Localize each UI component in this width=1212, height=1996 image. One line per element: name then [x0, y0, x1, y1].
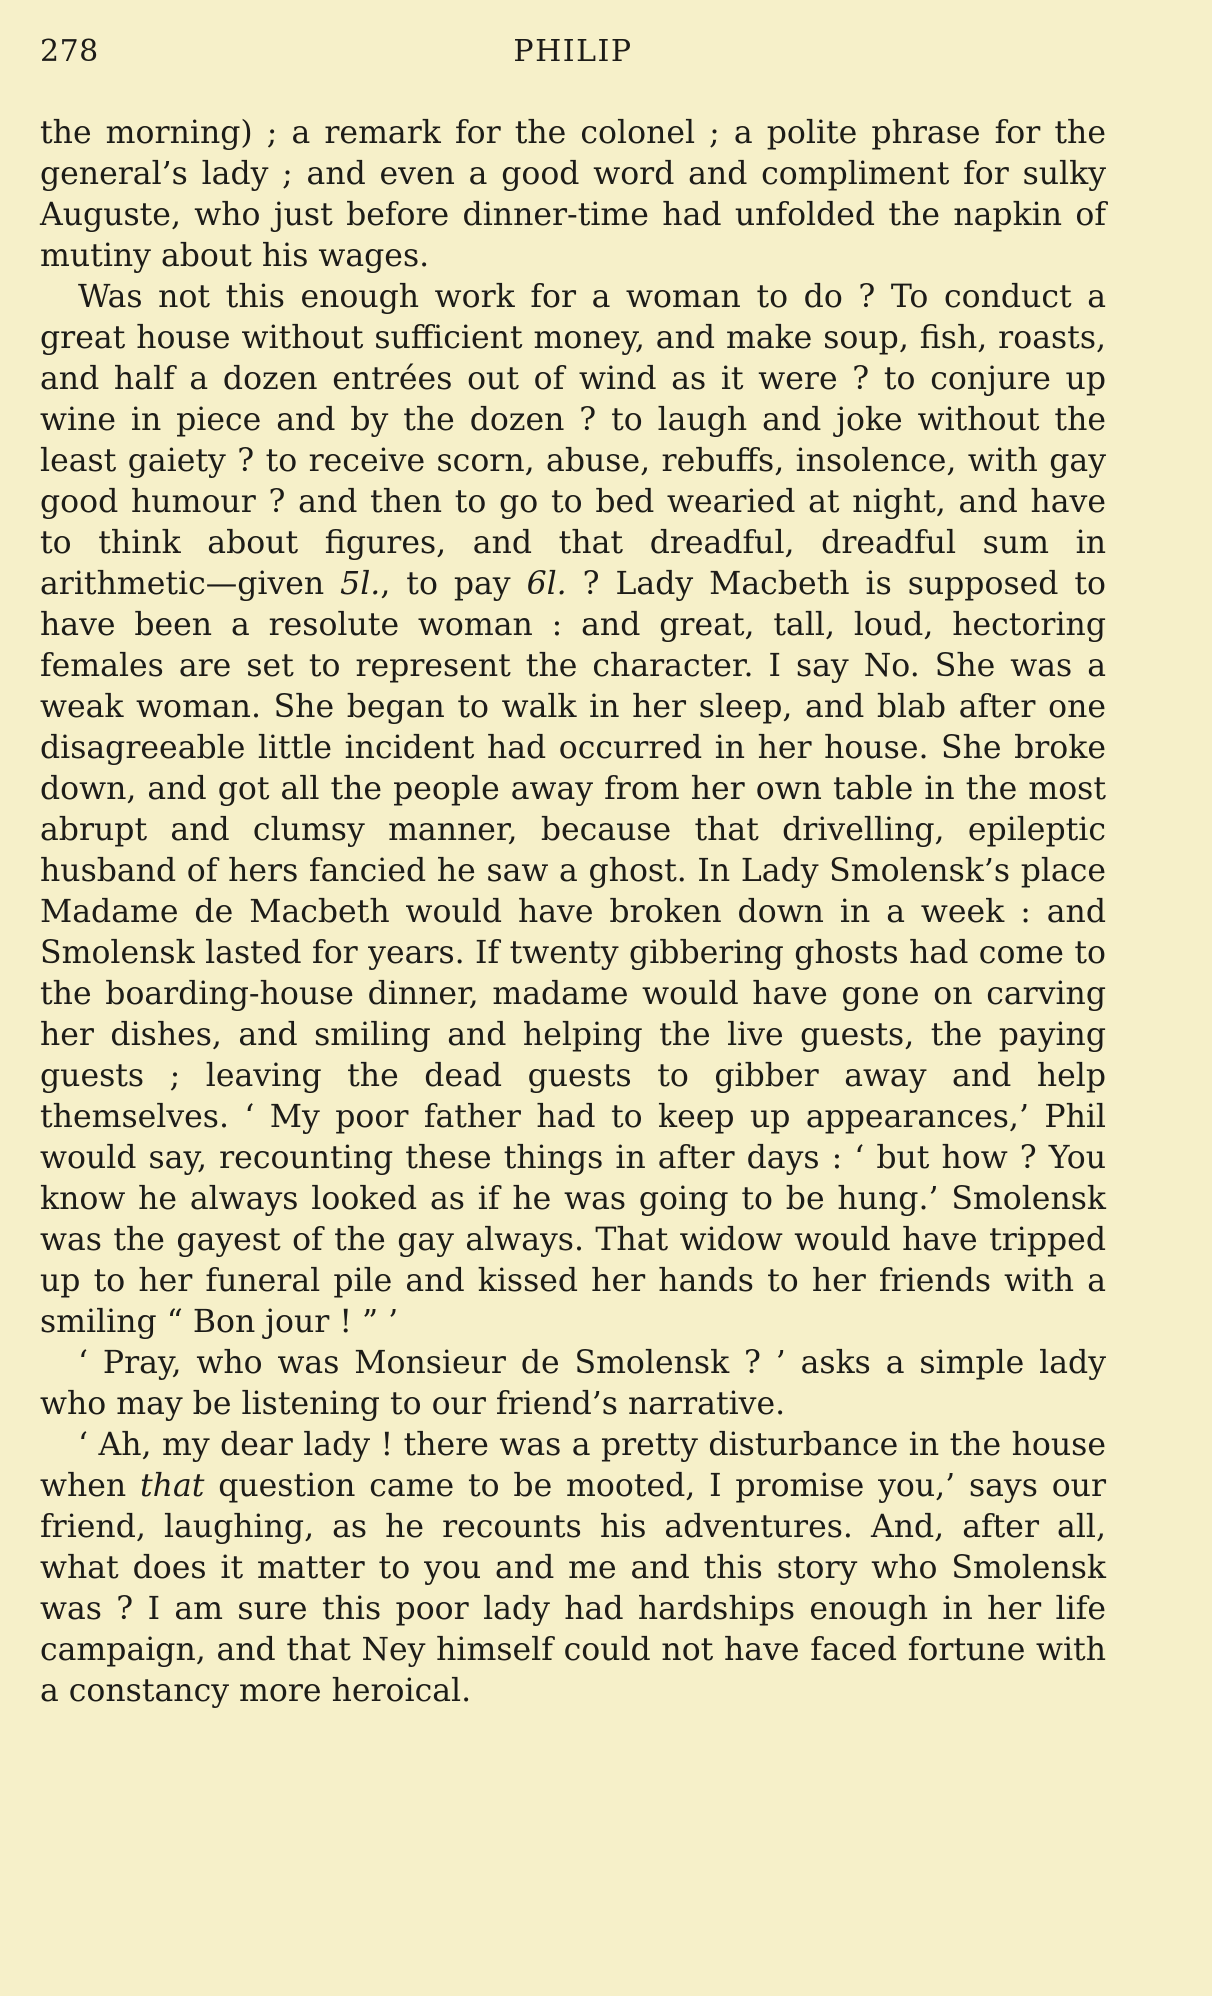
paragraph-text: the morning) ; a remark for the colonel ; a polite phrase for the general’s lady ; and even a good word and compliment for sulky Auguste, who just before dinner-time had unfolded the napkin of mutiny about his wages.	[40, 115, 1106, 274]
money-amount: 6l.	[526, 566, 567, 602]
paragraph-3	[40, 1343, 1106, 1425]
paragraph-2	[40, 277, 1106, 1343]
paragraph-text: Was not this enough work for a woman to do ? To conduct a great house without sufficient money, and make soup, fish, roasts, and half a dozen entrées out of wind as it were ? to conjure up wine in piece and by the dozen ? to laugh and joke without the least gaiety ? to receive scorn, abuse, rebuffs, insolence, with gay good humour ? and then to go to bed wearied at night, and have to think about figures, and that dreadful, dreadful sum in arithmetic—given	[40, 279, 1106, 602]
page-number: 278	[40, 34, 99, 69]
paragraph-text: , to pay	[380, 566, 527, 602]
page-header	[40, 34, 1106, 74]
paragraph-text: ‘ Pray, who was Monsieur de Smolensk ? ’ asks a simple lady who may be listening to our friend’s narrative.	[40, 1345, 1106, 1422]
book-page	[40, 34, 1106, 1712]
running-title: PHILIP	[513, 34, 633, 69]
paragraph-text: ? Lady Macbeth is supposed to have been a resolute woman : and great, tall, loud, hectoring females are set to represent the character. I say No. She was a weak woman. She began to walk in her sleep, and blab after one disagreeable little incident had occurred in her house. She broke down, and got all the people away from her own table in the most abrupt and clumsy manner, because that drivelling, epileptic husband of hers fancied he saw a ghost. In Lady Smolensk’s place Madame de Macbeth would have broken down in a week : and Smolensk lasted for years. If twenty gibbering ghosts had come to the boarding-house dinner, madame would have gone on carving her dishes, and smiling and helping the live guests, the paying guests ; leaving the dead guests to gibber away and help themselves. ‘ My poor father had to keep up appearances,’ Phil would say, recounting these things in after days : ‘ but how ? You know he always looked as if he was going to be hung.’ Smolensk was the gayest of the gay always. That widow would have tripped up to her funeral pile and kissed her hands to her friends with a smiling “ Bon jour ! ” ’	[40, 566, 1106, 1340]
paragraph-text: question came to be mooted, I promise you,’ says our friend, laughing, as he recounts his adventures. And, after all, what does it matter to you and me and this story who Smolensk was ? I am sure this poor lady had hardships enough in her life campaign, and that Ney himself could not have faced fortune with a constancy more heroical.	[40, 1468, 1106, 1709]
money-amount: 5l.	[340, 566, 381, 602]
emphasis: that	[140, 1468, 205, 1504]
paragraph-4	[40, 1425, 1106, 1712]
paragraph-1	[40, 113, 1106, 277]
paragraph-text: ‘ Ah, my dear lady ! there was a pretty disturbance in the house when	[40, 1427, 1106, 1504]
body-text	[40, 113, 1106, 1712]
